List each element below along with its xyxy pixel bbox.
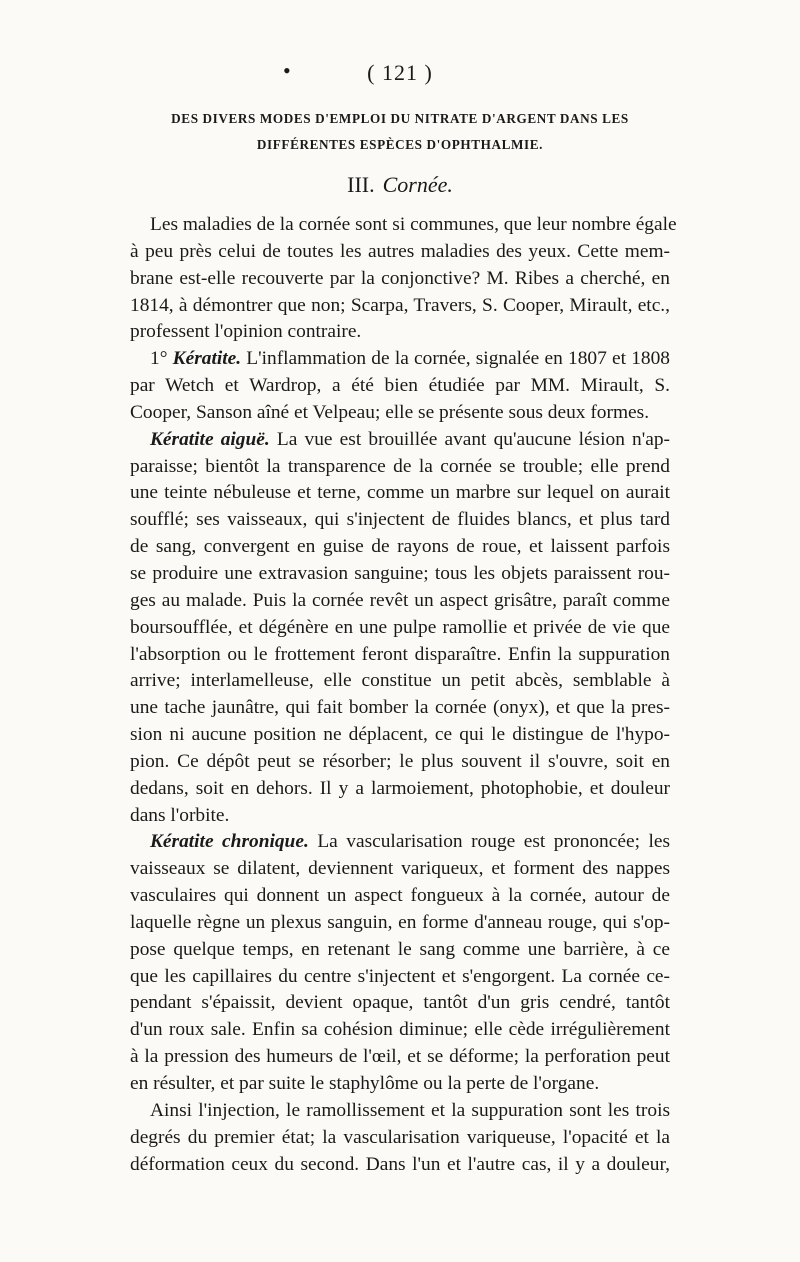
text-line	[130, 1125, 670, 1152]
text-line	[130, 507, 670, 534]
text-line	[130, 910, 670, 937]
line-text: pendant s'épaissit, devient opaque, tantôt d'un gris cendré, tantôt	[130, 992, 670, 1014]
line-text: degrés du premier état; la vascularisation variqueuse, l'opacité et la	[130, 1126, 670, 1148]
text-line	[130, 293, 670, 320]
text-line	[130, 964, 670, 991]
text-line	[130, 642, 670, 669]
text-line	[130, 534, 670, 561]
line-text: professent l'opinion contraire.	[130, 321, 362, 343]
line-text: de sang, convergent en guise de rayons de roue, et laissent parfois	[130, 536, 670, 558]
line-text: en résulter, et par suite le staphylôme ou la perte de l'organe.	[130, 1073, 600, 1094]
chapter-header	[120, 106, 680, 158]
line-text: vaisseaux se dilatent, deviennent variqueux, et forment des nappes	[130, 858, 670, 880]
line-text: une teinte nébuleuse et terne, comme un marbre sur lequel on aurait	[130, 482, 670, 504]
subsection-heading: Kératite chronique.	[150, 831, 309, 853]
line-text: Ainsi l'injection, le ramollissement et la suppuration sont les trois	[150, 1099, 670, 1121]
text-line	[130, 1098, 670, 1125]
line-text: dans l'orbite.	[130, 804, 230, 826]
text-line	[130, 990, 670, 1017]
chapter-header-line: DES DIVERS MODES D'EMPLOI DU NITRATE D'ARGENT DANS LES	[171, 111, 629, 126]
text-line	[130, 1152, 670, 1179]
line-text: se produire une extravasion sanguine; tous les objets paraissent rou-	[130, 562, 670, 584]
line-text: par Wetch et Wardrop, a été bien étudiée par MM. Mirault, S.	[130, 375, 670, 397]
line-text: vasculaires qui donnent un aspect fongueux à la cornée, autour de	[130, 885, 670, 907]
line-text: L'inflammation de la cornée, signalée en 1807 et 1808	[241, 348, 670, 370]
text-line	[130, 722, 670, 749]
text-line	[130, 1017, 670, 1044]
text-line	[130, 749, 670, 776]
line-text: Cooper, Sanson aîné et Velpeau; elle se présente sous deux formes.	[130, 401, 650, 423]
subsection-heading: Kératite.	[172, 348, 242, 370]
text-line	[130, 1071, 670, 1098]
text-line	[130, 1044, 670, 1071]
line-text: ges au malade. Puis la cornée revêt un aspect grisâtre, paraît comme	[130, 589, 670, 611]
line-text: pion. Ce dépôt peut se résorber; le plus souvent il s'ouvre, soit en	[130, 750, 670, 772]
line-text: l'absorption ou le frottement feront disparaître. Enfin la suppuration	[130, 643, 670, 665]
line-text: paraisse; bientôt la transparence de la cornée se trouble; elle prend	[130, 455, 670, 477]
line-text: à peu près celui de toutes les autres maladies des yeux. Cette mem-	[130, 240, 670, 262]
line-text: laquelle règne un plexus sanguin, en forme d'anneau rouge, qui s'op-	[130, 911, 670, 933]
line-text: pose quelque temps, en retenant le sang comme une barrière, à ce	[130, 938, 670, 960]
text-line	[130, 695, 670, 722]
line-prefix: 1°	[150, 348, 173, 370]
section-title: Cornée.	[382, 172, 453, 197]
text-line	[130, 266, 670, 293]
section-number: III.	[347, 172, 375, 197]
text-line	[130, 937, 670, 964]
text-line	[130, 346, 670, 373]
line-text: dedans, soit en dehors. Il y a larmoiement, photophobie, et douleur	[130, 777, 670, 799]
text-line	[130, 883, 670, 910]
line-text: déformation ceux du second. Dans l'un et l'autre cas, il y a douleur,	[130, 1153, 670, 1175]
text-line	[130, 561, 670, 588]
chapter-header-line: DIFFÉRENTES ESPÈCES D'OPHTHALMIE.	[256, 137, 544, 152]
text-line	[130, 856, 670, 883]
line-text: que les capillaires du centre s'injectent et s'engorgent. La cornée ce-	[130, 965, 670, 987]
text-line	[130, 776, 670, 803]
line-text: 1814, à démontrer que non; Scarpa, Travers, S. Cooper, Mirault, etc.,	[130, 294, 670, 316]
line-text: d'un roux sale. Enfin sa cohésion diminue; elle cède irrégulièrement	[130, 1019, 670, 1041]
text-line	[130, 319, 670, 346]
line-text: soufflé; ses vaisseaux, qui s'injectent de fluides blancs, et plus tard	[130, 509, 670, 531]
subsection-heading: Kératite aiguë.	[150, 428, 270, 450]
page-number	[0, 60, 800, 86]
line-text: Les maladies de la cornée sont si communes, que leur nombre égale	[150, 214, 677, 235]
text-line	[130, 212, 677, 239]
text-line	[130, 427, 670, 454]
text-line	[130, 373, 670, 400]
text-line	[130, 480, 670, 507]
text-line	[130, 803, 670, 830]
text-line	[130, 400, 670, 427]
line-text: sion ni aucune position ne déplacent, ce qui le distingue de l'hypo-	[130, 724, 670, 746]
text-line	[130, 588, 670, 615]
text-line	[130, 454, 670, 481]
text-line	[130, 615, 670, 642]
line-text: La vascularisation rouge est prononcée; les	[308, 831, 671, 853]
line-text: boursoufflée, et dégénère en une pulpe ramollie et privée de vie que	[130, 616, 670, 638]
line-text: brane est-elle recouverte par la conjonctive? M. Ribes a cherché, en	[130, 267, 670, 289]
text-line	[130, 239, 670, 266]
line-text: à la pression des humeurs de l'œil, et se déforme; la perforation peut	[130, 1046, 670, 1068]
text-line	[130, 829, 670, 856]
text-line	[130, 668, 670, 695]
line-text: une tache jaunâtre, qui fait bomber la cornée (onyx), et que la pres-	[130, 697, 670, 719]
body-text	[130, 212, 677, 1178]
section-heading	[0, 172, 800, 198]
line-text: La vue est brouillée avant qu'aucune lésion n'ap-	[269, 428, 670, 450]
line-text: arrive; interlamelleuse, elle constitue un petit abcès, semblable à	[130, 670, 670, 692]
page-mark: •	[283, 58, 292, 83]
page-number-text: ( 121 )	[367, 60, 433, 85]
